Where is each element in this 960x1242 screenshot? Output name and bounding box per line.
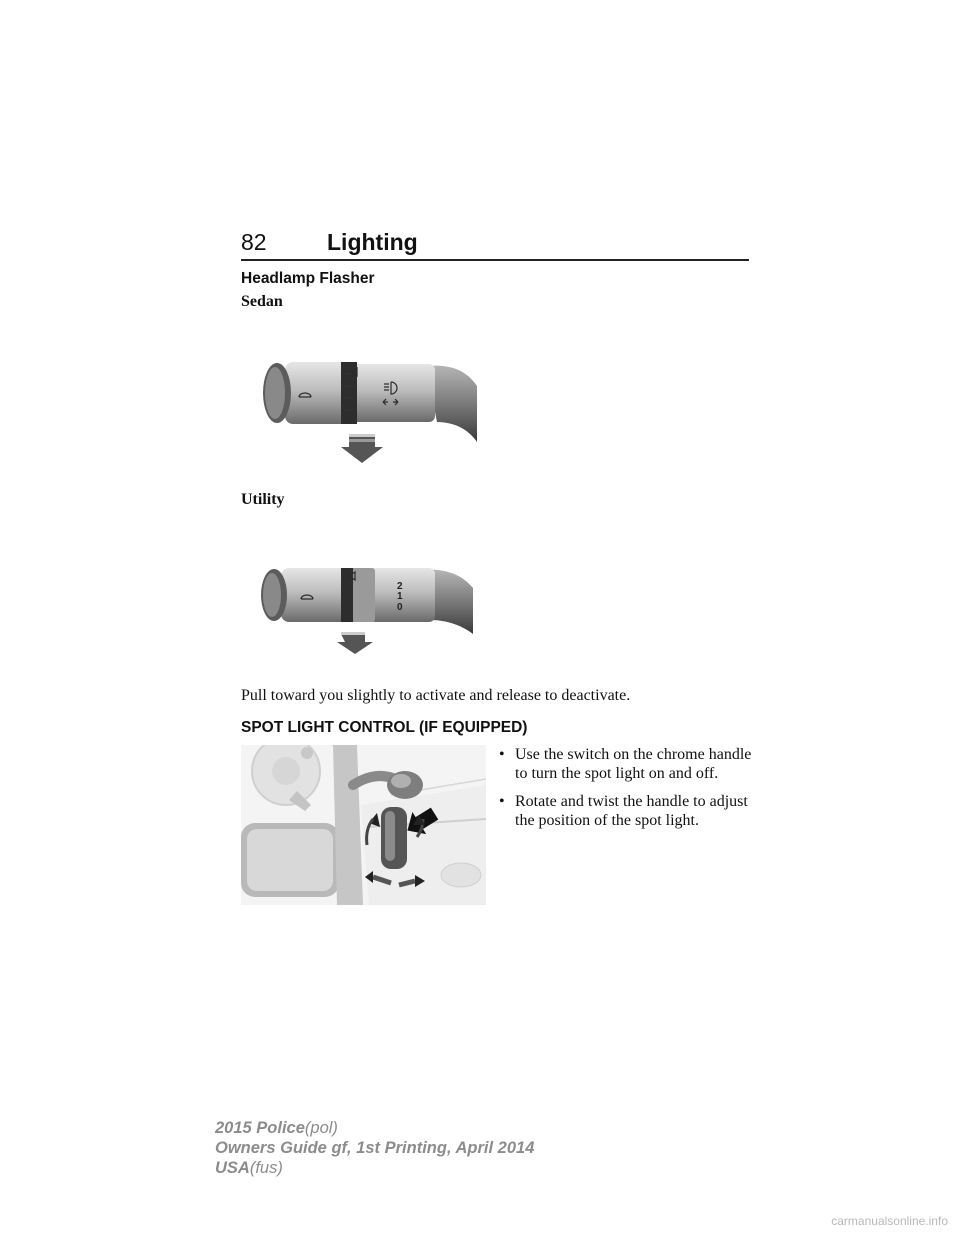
- footer-market-code: (fus): [249, 1159, 283, 1177]
- spot-light-illustration: [241, 745, 486, 905]
- bullet-dot: •: [499, 746, 505, 763]
- utility-label: Utility: [241, 491, 285, 508]
- footer-market: USA: [215, 1159, 250, 1177]
- sedan-stalk-illustration: [241, 350, 491, 475]
- bullet-text: Rotate and twist the handle to adjust the position of the spot light.: [515, 793, 748, 829]
- footer-model-code: (pol): [304, 1119, 338, 1137]
- bullet-text: Use the switch on the chrome handle to turn the spot light on and off.: [515, 746, 752, 782]
- utility-stalk-illustration: [241, 562, 481, 657]
- section-title: Lighting: [327, 229, 418, 255]
- utility-scale-0: 0: [397, 602, 403, 613]
- page-number: 82: [241, 229, 267, 255]
- footer-guide-info: Owners Guide gf, 1st Printing, April 2014: [215, 1139, 535, 1157]
- footer: [215, 1118, 534, 1178]
- instruction-text: Pull toward you slightly to activate and release to deactivate.: [241, 687, 631, 704]
- spot-light-heading: SPOT LIGHT CONTROL (IF EQUIPPED): [241, 719, 528, 736]
- bullet-item: [499, 792, 754, 830]
- sedan-label: Sedan: [241, 293, 283, 310]
- utility-scale-2: 2: [397, 581, 403, 592]
- spot-light-bullets: [499, 745, 754, 839]
- bullet-dot: •: [499, 793, 505, 810]
- watermark: carmanualsonline.info: [831, 1214, 948, 1228]
- utility-scale-1: 1: [397, 591, 403, 602]
- bullet-item: [499, 745, 754, 783]
- footer-model: 2015 Police: [215, 1119, 305, 1137]
- header-rule: [241, 259, 749, 261]
- headlamp-flasher-heading: Headlamp Flasher: [241, 270, 375, 287]
